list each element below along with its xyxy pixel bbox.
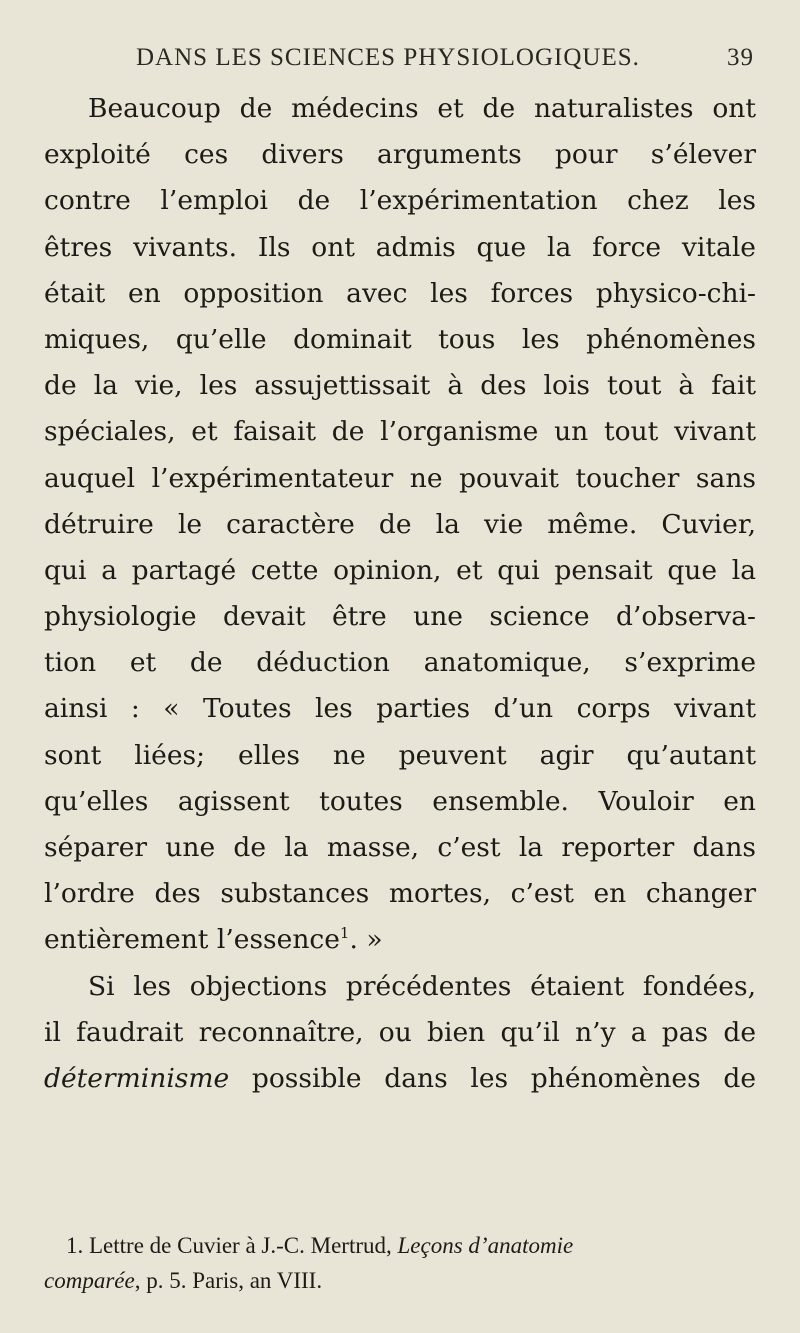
text-line: qu’elles agissent toutes ensemble. Vouloir en: [44, 785, 756, 817]
text-line: détruire le caractère de la vie même. Cuvier,: [44, 508, 756, 540]
footnote-title-cont: comparée: [44, 1268, 135, 1293]
text-line: exploité ces divers arguments pour s’élever: [44, 139, 756, 171]
text-line: spéciales, et faisait de l’organisme un tout vivant: [44, 416, 756, 448]
text-line: tion et de déduction anatomique, s’exprime: [44, 647, 756, 679]
footnote-line: [44, 1263, 756, 1298]
running-head: [44, 44, 756, 78]
text-line: contre l’emploi de l’expérimentation chez les: [44, 185, 756, 217]
text-line-paragraph-end: [44, 917, 756, 963]
running-title: DANS LES SCIENCES PHYSIOLOGIQUES.: [136, 44, 640, 71]
footnote-line: [44, 1228, 756, 1263]
text-line: l’ordre des substances mortes, c’est en changer: [44, 878, 756, 910]
text-line: ainsi : « Toutes les parties d’un corps vivant: [44, 693, 756, 725]
page-number: 39: [727, 44, 754, 71]
text-line: Beaucoup de médecins et de naturalistes ont: [88, 93, 756, 124]
text-line: auquel l’expérimentateur ne pouvait toucher sans: [44, 462, 756, 494]
footnote-reference: 1: [339, 924, 350, 943]
text-line: qui a partagé cette opinion, et qui pensait que la: [44, 554, 756, 586]
text-line: [44, 1056, 756, 1102]
text-line: était en opposition avec les forces physico-chi-: [44, 277, 756, 309]
body-text: [44, 86, 756, 1102]
footnote: [44, 1228, 756, 1298]
text-line: êtres vivants. Ils ont admis que la force vitale: [44, 231, 756, 263]
text-line: Si les objections précédentes étaient fondées,: [88, 970, 756, 1002]
text-line: de la vie, les assujettissait à des lois tout à fait: [44, 370, 756, 402]
text-line: sont liées; elles ne peuvent agir qu’autant: [44, 739, 756, 771]
emphasis-determinisme: déterminisme: [44, 1062, 230, 1094]
line-text: entièrement l’essence: [44, 924, 340, 956]
line-text: possible dans les phénomènes de: [229, 1062, 756, 1094]
footnote-number: 1.: [66, 1233, 84, 1258]
footnote-title: Leçons d’anatomie: [397, 1233, 574, 1258]
text-line: physiologie devait être une science d’observa-: [44, 601, 756, 633]
footnote-text: Lettre de Cuvier à J.-C. Mertrud,: [83, 1233, 398, 1258]
text-line: il faudrait reconnaître, ou bien qu’il n’y a pas de: [44, 1016, 756, 1048]
footnote-text: , p. 5. Paris, an VIII.: [134, 1268, 323, 1293]
closing-quote: . »: [349, 924, 383, 956]
text-line: miques, qu’elle dominait tous les phénomènes: [44, 323, 756, 355]
text-line: séparer une de la masse, c’est la reporter dans: [44, 832, 756, 863]
